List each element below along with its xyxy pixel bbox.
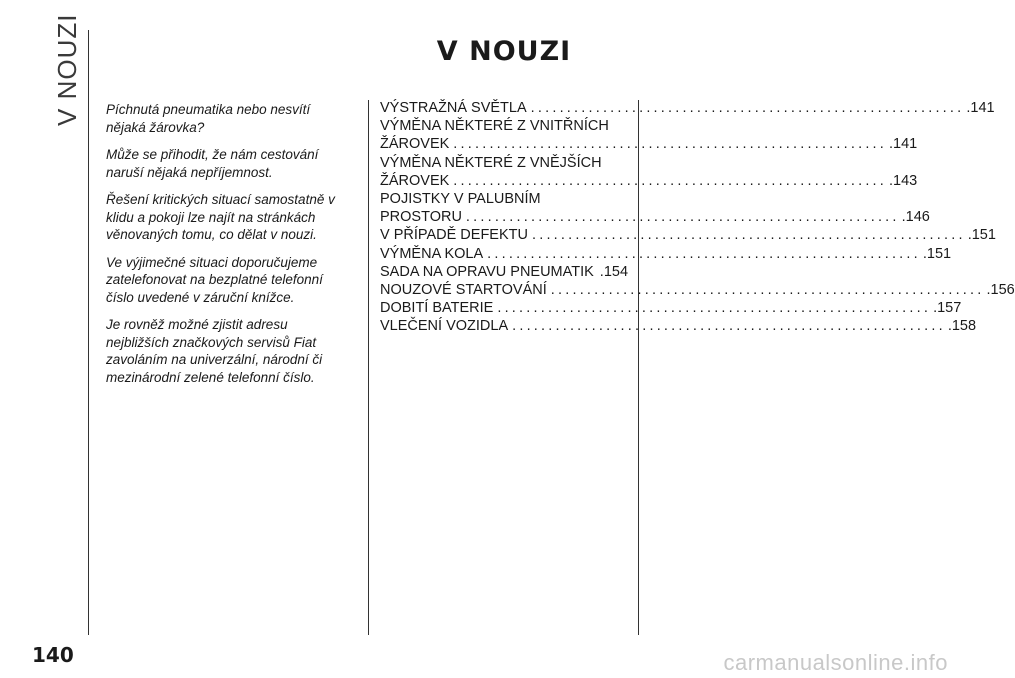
toc-entry-label: ŽÁROVEK: [380, 172, 450, 189]
section-side-tab: V NOUZI: [52, 13, 82, 126]
toc-entry-label: VÝMĚNA NĚKTERÉ Z VNITŘNÍCH: [380, 118, 609, 135]
toc-leader-dots: ............................................................: [453, 136, 888, 153]
watermark-text: carmanualsonline.info: [723, 650, 948, 675]
toc-entry-label: VÝMĚNA NĚKTERÉ Z VNĚJŠÍCH: [380, 154, 602, 171]
intro-text-column: [106, 101, 344, 396]
toc-leader-dots: ............................................................: [497, 300, 932, 317]
toc-entry-page: .154: [599, 263, 629, 280]
toc-leader-dots: ............................................................: [487, 245, 921, 262]
intro-paragraph: Řešení kritických situací samostatně v klidu a pokoji lze najít na stránkách věnovaných tomu, co dělat v nouzi.: [106, 192, 335, 242]
intro-paragraph: Může se přihodit, že nám cestování naruší nějaká nepříjemnost.: [106, 147, 319, 180]
toc-entry[interactable]: [380, 190, 628, 208]
toc-entry-label: DOBITÍ BATERIE: [380, 300, 494, 317]
toc-entry-label: ŽÁROVEK: [380, 136, 450, 153]
toc-entry-page: .151: [967, 227, 996, 244]
toc-entry-page: .141: [966, 100, 995, 116]
toc-entry[interactable]: [380, 135, 918, 153]
toc-entry-page: .157: [933, 300, 962, 317]
table-of-contents: [380, 99, 1015, 336]
intro-paragraph: Píchnutá pneumatika nebo nesvítí nějaká žárovka?: [106, 102, 311, 135]
toc-entry-page: .151: [922, 245, 952, 262]
toc-entry-page: .146: [901, 209, 930, 226]
page-title: V NOUZI: [436, 36, 572, 67]
toc-entry-label: PROSTORU: [380, 209, 462, 226]
toc-entry-label: POJISTKY V PALUBNÍM: [380, 191, 541, 208]
toc-entry-page: .141: [889, 136, 918, 153]
toc-entry[interactable]: [380, 226, 996, 244]
toc-leader-dots: ............................................................: [512, 318, 946, 335]
toc-entry-label: VLEČENÍ VOZIDLA: [380, 318, 509, 335]
toc-entry[interactable]: [380, 172, 918, 190]
toc-entry-page: .143: [889, 172, 918, 189]
toc-entry-label: VÝSTRAŽNÁ SVĚTLA: [380, 100, 527, 116]
toc-entry[interactable]: [380, 99, 995, 117]
toc-entry[interactable]: [380, 245, 952, 263]
column-divider-left: [368, 100, 369, 635]
intro-paragraph: Je rovněž možné zjistit adresu nejbližších značkových servisů Fiat zavoláním na univerzální, národní či mezinárodní zelené telefonní číslo.: [106, 317, 323, 385]
toc-entry-label: VÝMĚNA KOLA: [380, 245, 484, 262]
toc-entry[interactable]: [380, 317, 977, 335]
toc-leader-dots: ............................................................: [550, 282, 985, 299]
toc-entry[interactable]: [380, 299, 962, 317]
toc-entry-page: .158: [947, 318, 977, 335]
toc-entry-label: V PŘÍPADĚ DEFEKTU: [380, 227, 528, 244]
toc-entry-label: NOUZOVÉ STARTOVÁNÍ: [380, 282, 547, 299]
toc-leader-dots: ............................................................: [530, 100, 965, 116]
toc-entry[interactable]: [380, 263, 628, 281]
toc-entry[interactable]: [380, 154, 628, 172]
toc-leader-dots: ............................................................: [531, 227, 966, 244]
page-number: 140: [32, 643, 74, 667]
toc-entry[interactable]: [380, 281, 1015, 299]
intro-paragraph: Ve výjimečné situaci doporučujeme zatelefonovat na bezplatné telefonní číslo uvedené v záruční knížce.: [106, 254, 323, 305]
toc-entry-page: .156: [986, 282, 1015, 299]
toc-leader-dots: ............................................................: [465, 209, 900, 226]
side-rule-divider: [88, 30, 89, 635]
toc-leader-dots: ............................................................: [453, 172, 888, 189]
toc-entry[interactable]: [380, 208, 930, 226]
toc-entry[interactable]: [380, 117, 628, 135]
toc-entry-label: SADA NA OPRAVU PNEUMATIK: [380, 263, 594, 280]
